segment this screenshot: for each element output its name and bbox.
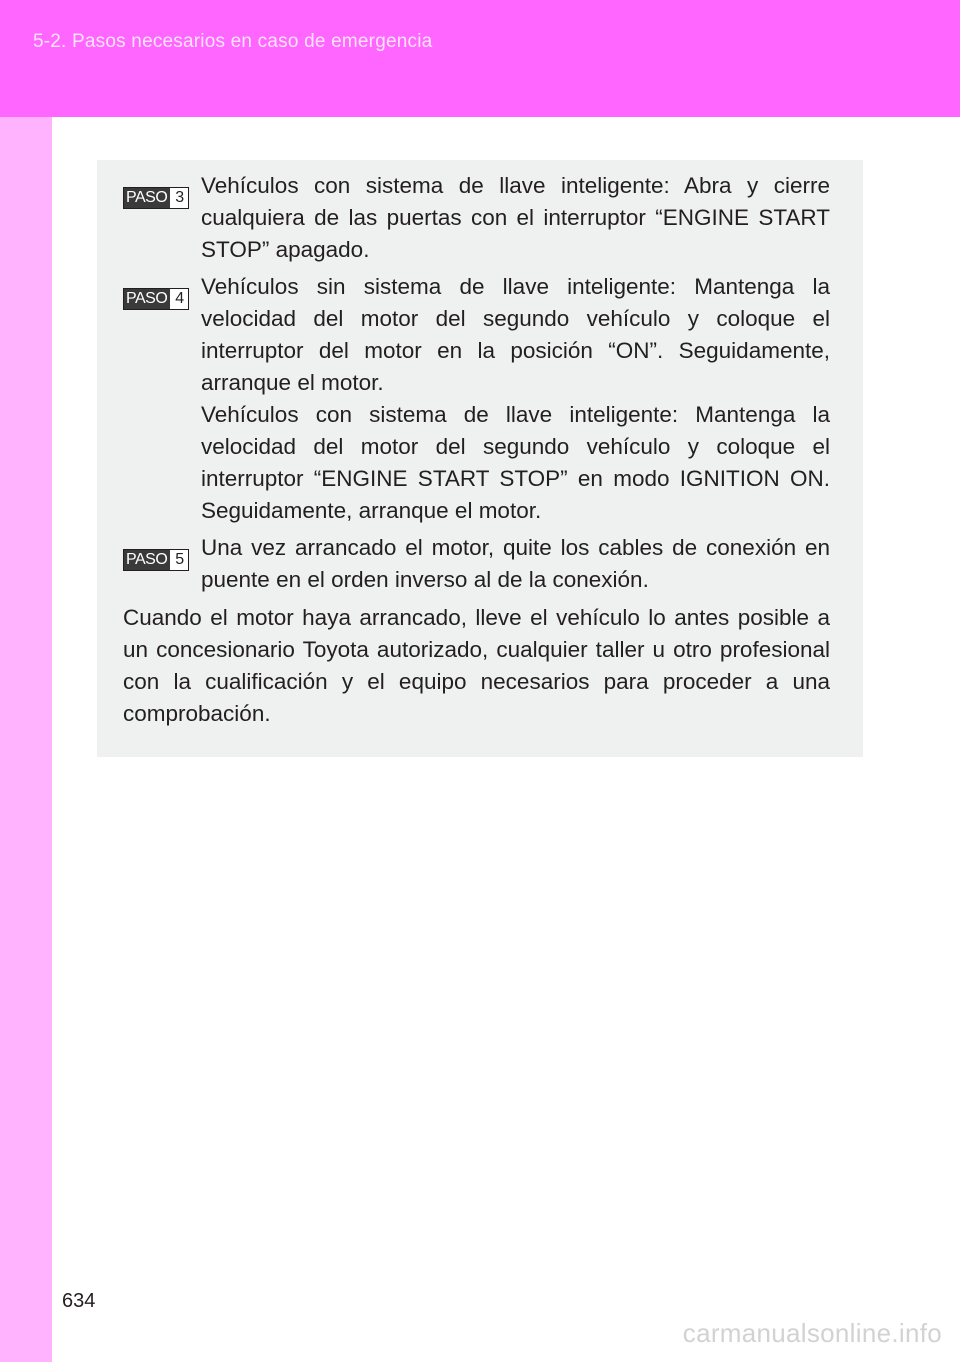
step-text [201,170,830,266]
watermark: carmanualsonline.info [682,1318,942,1348]
step-text [201,532,830,596]
step-badge-number: 3 [170,188,188,208]
step-paragraph: Vehículos con sistema de llave inteligente: Abra y cierre cualquiera de las puertas con el interruptor “ENGINE START STOP” apagado. [201,173,830,262]
step-badge-label: PASO [124,289,170,309]
step-text [201,271,830,527]
step-paragraph: Vehículos con sistema de llave inteligente: Mantenga la velocidad del motor del segundo vehículo y coloque el interruptor “ENGINE START STOP” en modo IGNITION ON. Seguidamente, arranque el motor. [201,402,830,523]
side-strip [0,117,52,1362]
closing-paragraph: Cuando el motor haya arrancado, lleve el vehículo lo antes posible a un concesionario Toyota autorizado, cualquier taller u otro profesional con la cualificación y el equipo necesarios para proceder a una comprobación. [123,605,830,726]
step-badge-label: PASO [124,188,170,208]
step-4 [123,271,830,527]
step-3 [123,170,830,266]
header-bar [0,0,960,117]
step-badge-number: 5 [170,550,188,570]
step-paragraph: Vehículos sin sistema de llave inteligente: Mantenga la velocidad del motor del segundo vehículo y coloque el interruptor del motor en la posición “ON”. Seguidamente, arranque el motor. [201,274,830,395]
step-badge [123,187,189,209]
page-number: 634 [62,1290,96,1312]
step-paragraph: Una vez arrancado el motor, quite los cables de conexión en puente en el orden inverso al de la conexión. [201,535,830,592]
step-badge [123,549,189,571]
step-badge-label: PASO [124,550,170,570]
step-5 [123,532,830,596]
step-badge-number: 4 [170,289,188,309]
step-badge [123,288,189,310]
section-title: 5-2. Pasos necesarios en caso de emergencia [33,31,433,52]
